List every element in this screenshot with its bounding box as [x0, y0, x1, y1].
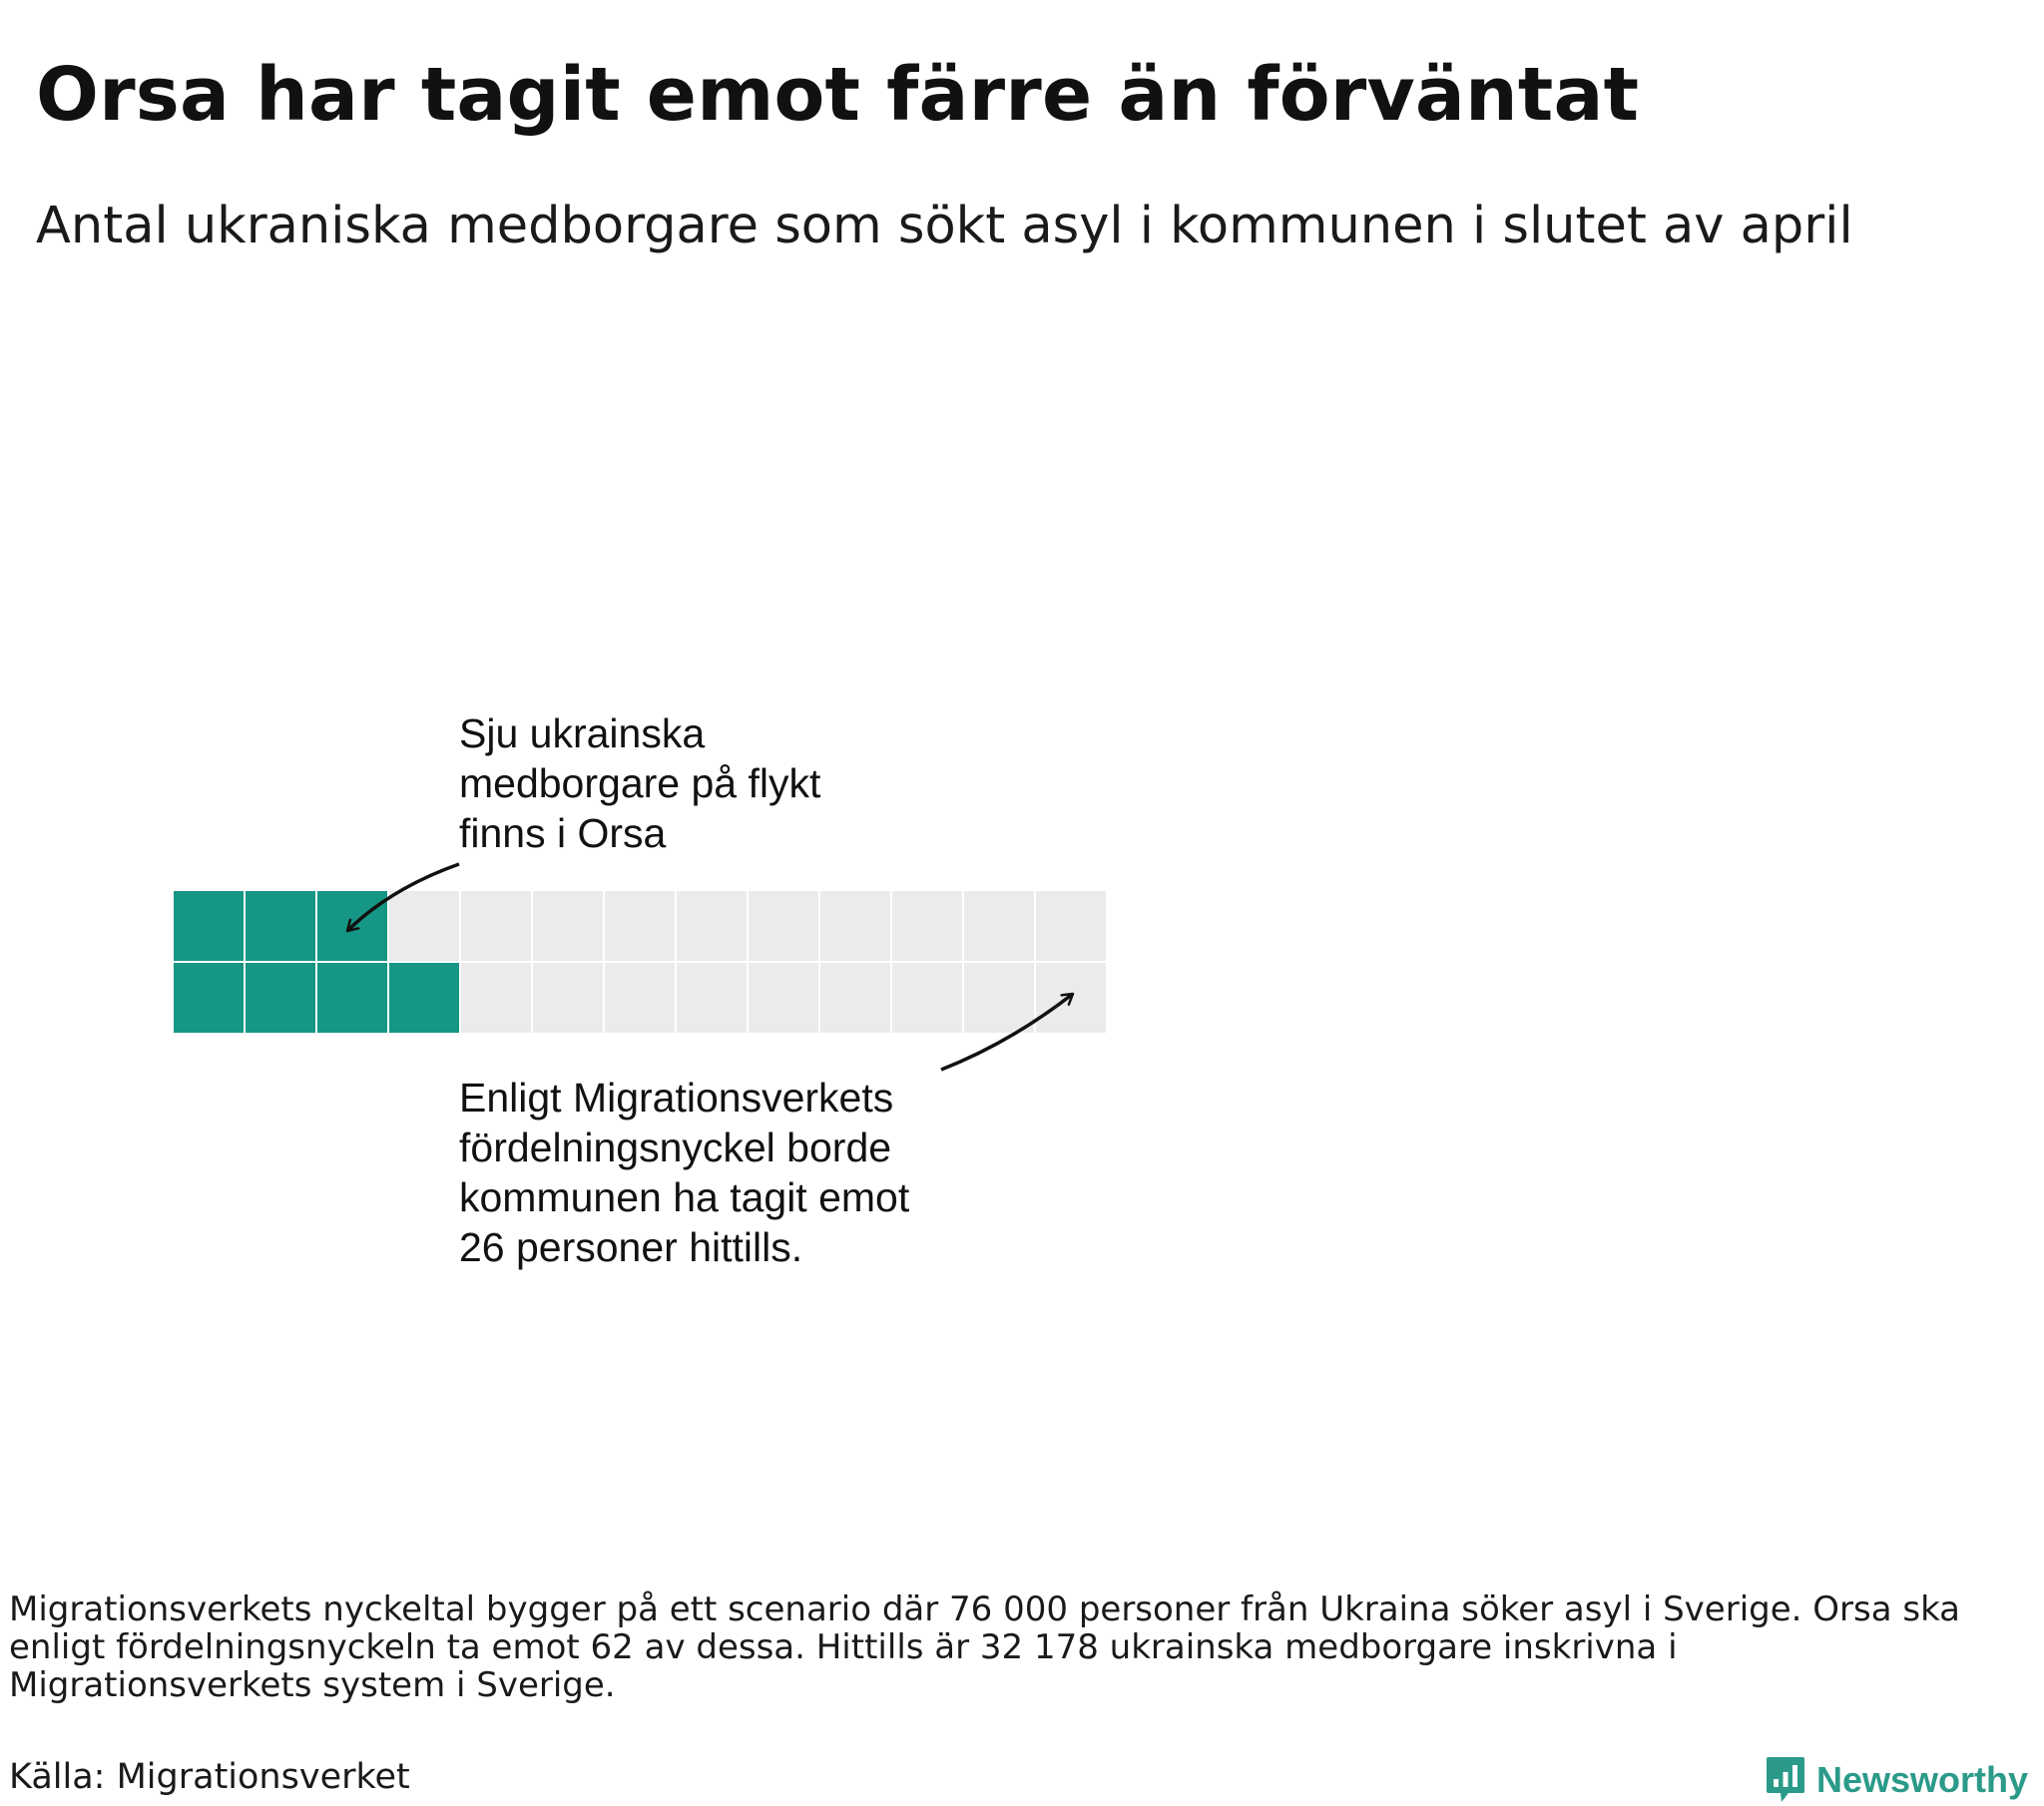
waffle-cell-filled [246, 891, 315, 961]
waffle-cell-empty [749, 891, 818, 961]
waffle-cell-empty [461, 963, 531, 1033]
waffle-cell-empty [461, 891, 531, 961]
waffle-cell-filled [174, 963, 244, 1033]
waffle-cell-empty [820, 891, 890, 961]
annotation-received: Sju ukrainska medborgare på flykt finns i Orsa [459, 710, 821, 856]
chart-title: Orsa har tagit emot färre än förväntat [36, 52, 1640, 138]
waffle-cell-empty [749, 963, 818, 1033]
waffle-cell-empty [964, 963, 1034, 1033]
annotation-expected: Enligt Migrationsverkets fördelningsnyckel borde kommunen ha tagit emot 26 personer hittills. [459, 1075, 910, 1270]
waffle-cell-empty [1036, 891, 1106, 961]
waffle-cell-empty [892, 891, 962, 961]
waffle-cell-empty [389, 891, 459, 961]
waffle-cell-empty [533, 963, 603, 1033]
waffle-cell-empty [605, 891, 675, 961]
waffle-cell-empty [964, 891, 1034, 961]
waffle-cell-empty [1036, 963, 1106, 1033]
waffle-cell-filled [389, 963, 459, 1033]
waffle-cell-empty [605, 963, 675, 1033]
waffle-cell-filled [317, 963, 387, 1033]
waffle-cells [174, 891, 1106, 1033]
waffle-cell-empty [677, 963, 747, 1033]
source-credit: Källa: Migrationsverket [9, 1757, 410, 1797]
newsworthy-logo [1765, 1754, 2028, 1806]
brand-name: Newsworthy [1816, 1759, 2029, 1800]
waffle-cell-empty [677, 891, 747, 961]
chart-subtitle: Antal ukraniska medborgare som sökt asyl i kommunen i slutet av april [36, 197, 1853, 255]
waffle-cell-filled [174, 891, 244, 961]
waffle-cell-filled [246, 963, 315, 1033]
waffle-cell-empty [533, 891, 603, 961]
waffle-cell-empty [892, 963, 962, 1033]
bar-chart-speech-bubble-icon [1765, 1755, 1806, 1805]
footnote: Migrationsverkets nyckeltal bygger på ett scenario där 76 000 personer från Ukraina söker asyl i Sverige. Orsa ska enligt fördelningsnyckeln ta emot 62 av dessa. Hittills är 32 178 ukrainska medborgare inskrivna i Migrationsverkets system i Sverige. [9, 1589, 1960, 1705]
waffle-cell-empty [820, 963, 890, 1033]
